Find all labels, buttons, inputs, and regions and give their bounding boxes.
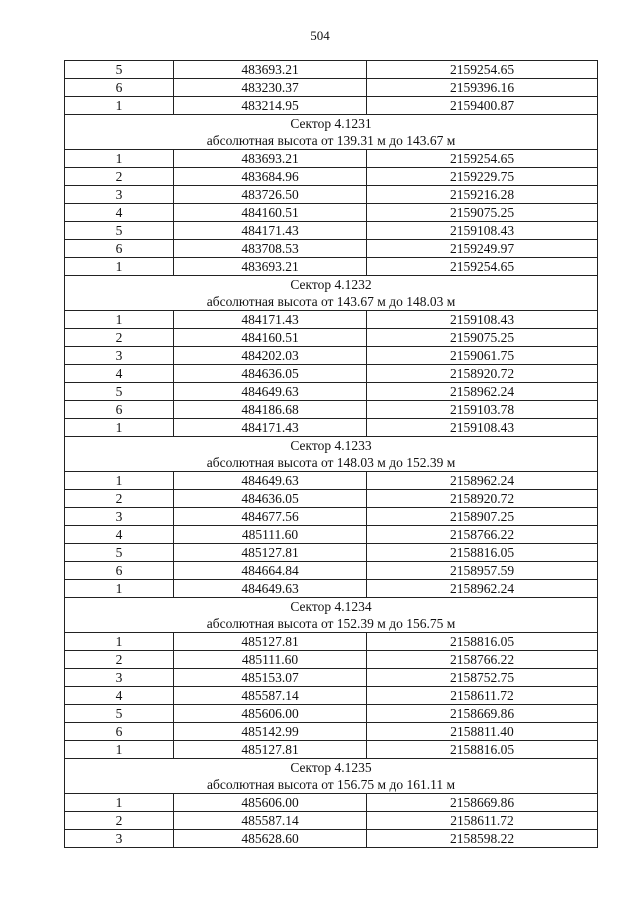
x-coordinate-cell: 484636.05 bbox=[174, 365, 367, 383]
y-coordinate-cell: 2158611.72 bbox=[367, 687, 598, 705]
point-number-cell: 6 bbox=[65, 723, 174, 741]
y-coordinate-cell: 2159108.43 bbox=[367, 419, 598, 437]
y-coordinate-cell: 2159249.97 bbox=[367, 240, 598, 258]
x-coordinate-cell: 483684.96 bbox=[174, 168, 367, 186]
x-coordinate-cell: 484636.05 bbox=[174, 490, 367, 508]
y-coordinate-cell: 2158920.72 bbox=[367, 365, 598, 383]
x-coordinate-cell: 484677.56 bbox=[174, 508, 367, 526]
point-number-cell: 6 bbox=[65, 562, 174, 580]
point-number-cell: 2 bbox=[65, 168, 174, 186]
x-coordinate-cell: 484649.63 bbox=[174, 383, 367, 401]
y-coordinate-cell: 2158957.59 bbox=[367, 562, 598, 580]
y-coordinate-cell: 2159396.16 bbox=[367, 79, 598, 97]
x-coordinate-cell: 483693.21 bbox=[174, 61, 367, 79]
sector-title: Сектор 4.1235 bbox=[290, 760, 372, 775]
sector-altitude-range: абсолютная высота от 143.67 м до 148.03 м bbox=[206, 294, 456, 309]
sector-header-row bbox=[65, 115, 598, 150]
y-coordinate-cell: 2158816.05 bbox=[367, 633, 598, 651]
table-row bbox=[65, 830, 598, 848]
y-coordinate-cell: 2158766.22 bbox=[367, 526, 598, 544]
sector-header-cell bbox=[65, 759, 598, 794]
x-coordinate-cell: 484664.84 bbox=[174, 562, 367, 580]
point-number-cell: 5 bbox=[65, 705, 174, 723]
y-coordinate-cell: 2159254.65 bbox=[367, 258, 598, 276]
point-number-cell: 1 bbox=[65, 633, 174, 651]
y-coordinate-cell: 2158669.86 bbox=[367, 705, 598, 723]
y-coordinate-cell: 2159075.25 bbox=[367, 329, 598, 347]
table-row bbox=[65, 526, 598, 544]
point-number-cell: 3 bbox=[65, 347, 174, 365]
table-row bbox=[65, 329, 598, 347]
x-coordinate-cell: 485628.60 bbox=[174, 830, 367, 848]
table-row bbox=[65, 168, 598, 186]
point-number-cell: 4 bbox=[65, 365, 174, 383]
table-row bbox=[65, 240, 598, 258]
y-coordinate-cell: 2159061.75 bbox=[367, 347, 598, 365]
sector-title: Сектор 4.1233 bbox=[290, 438, 372, 453]
y-coordinate-cell: 2158811.40 bbox=[367, 723, 598, 741]
table-row bbox=[65, 812, 598, 830]
x-coordinate-cell: 483230.37 bbox=[174, 79, 367, 97]
table-row bbox=[65, 347, 598, 365]
sector-altitude-range: абсолютная высота от 152.39 м до 156.75 м bbox=[206, 616, 456, 631]
table-row bbox=[65, 508, 598, 526]
table-row bbox=[65, 383, 598, 401]
x-coordinate-cell: 485606.00 bbox=[174, 794, 367, 812]
y-coordinate-cell: 2159229.75 bbox=[367, 168, 598, 186]
sector-header-cell bbox=[65, 437, 598, 472]
point-number-cell: 1 bbox=[65, 311, 174, 329]
table-row bbox=[65, 204, 598, 222]
y-coordinate-cell: 2159254.65 bbox=[367, 61, 598, 79]
y-coordinate-cell: 2158962.24 bbox=[367, 383, 598, 401]
point-number-cell: 4 bbox=[65, 204, 174, 222]
sector-title: Сектор 4.1234 bbox=[290, 599, 372, 614]
table-row bbox=[65, 61, 598, 79]
point-number-cell: 2 bbox=[65, 329, 174, 347]
sector-altitude-range: абсолютная высота от 139.31 м до 143.67 м bbox=[206, 133, 456, 148]
point-number-cell: 4 bbox=[65, 687, 174, 705]
table-row bbox=[65, 562, 598, 580]
table-body bbox=[65, 61, 598, 848]
table-row bbox=[65, 401, 598, 419]
y-coordinate-cell: 2158816.05 bbox=[367, 741, 598, 759]
x-coordinate-cell: 484186.68 bbox=[174, 401, 367, 419]
x-coordinate-cell: 484160.51 bbox=[174, 329, 367, 347]
point-number-cell: 6 bbox=[65, 401, 174, 419]
table-row bbox=[65, 741, 598, 759]
sector-title: Сектор 4.1231 bbox=[290, 116, 372, 131]
x-coordinate-cell: 484171.43 bbox=[174, 222, 367, 240]
point-number-cell: 6 bbox=[65, 79, 174, 97]
table-row bbox=[65, 580, 598, 598]
table-row bbox=[65, 311, 598, 329]
sector-header-cell bbox=[65, 598, 598, 633]
y-coordinate-cell: 2158962.24 bbox=[367, 472, 598, 490]
y-coordinate-cell: 2159103.78 bbox=[367, 401, 598, 419]
y-coordinate-cell: 2158669.86 bbox=[367, 794, 598, 812]
x-coordinate-cell: 484171.43 bbox=[174, 419, 367, 437]
x-coordinate-cell: 485587.14 bbox=[174, 687, 367, 705]
table-row bbox=[65, 365, 598, 383]
x-coordinate-cell: 485587.14 bbox=[174, 812, 367, 830]
point-number-cell: 6 bbox=[65, 240, 174, 258]
table-row bbox=[65, 472, 598, 490]
x-coordinate-cell: 483693.21 bbox=[174, 150, 367, 168]
point-number-cell: 3 bbox=[65, 830, 174, 848]
sector-header-cell bbox=[65, 276, 598, 311]
y-coordinate-cell: 2158816.05 bbox=[367, 544, 598, 562]
y-coordinate-cell: 2159400.87 bbox=[367, 97, 598, 115]
y-coordinate-cell: 2159254.65 bbox=[367, 150, 598, 168]
y-coordinate-cell: 2158907.25 bbox=[367, 508, 598, 526]
y-coordinate-cell: 2159108.43 bbox=[367, 311, 598, 329]
point-number-cell: 3 bbox=[65, 669, 174, 687]
point-number-cell: 3 bbox=[65, 508, 174, 526]
point-number-cell: 2 bbox=[65, 812, 174, 830]
x-coordinate-cell: 484160.51 bbox=[174, 204, 367, 222]
sector-header-cell bbox=[65, 115, 598, 150]
table-row bbox=[65, 633, 598, 651]
table-row bbox=[65, 150, 598, 168]
point-number-cell: 3 bbox=[65, 186, 174, 204]
point-number-cell: 5 bbox=[65, 222, 174, 240]
x-coordinate-cell: 484649.63 bbox=[174, 472, 367, 490]
x-coordinate-cell: 484202.03 bbox=[174, 347, 367, 365]
x-coordinate-cell: 485142.99 bbox=[174, 723, 367, 741]
y-coordinate-cell: 2158766.22 bbox=[367, 651, 598, 669]
point-number-cell: 5 bbox=[65, 61, 174, 79]
table-row bbox=[65, 669, 598, 687]
x-coordinate-cell: 485111.60 bbox=[174, 526, 367, 544]
y-coordinate-cell: 2158752.75 bbox=[367, 669, 598, 687]
y-coordinate-cell: 2159108.43 bbox=[367, 222, 598, 240]
table-row bbox=[65, 794, 598, 812]
point-number-cell: 1 bbox=[65, 472, 174, 490]
table-row bbox=[65, 258, 598, 276]
point-number-cell: 1 bbox=[65, 580, 174, 598]
sector-header-row bbox=[65, 598, 598, 633]
point-number-cell: 4 bbox=[65, 526, 174, 544]
table-row bbox=[65, 544, 598, 562]
point-number-cell: 1 bbox=[65, 150, 174, 168]
table-row bbox=[65, 419, 598, 437]
table-row bbox=[65, 186, 598, 204]
point-number-cell: 1 bbox=[65, 419, 174, 437]
y-coordinate-cell: 2159075.25 bbox=[367, 204, 598, 222]
table-row bbox=[65, 687, 598, 705]
y-coordinate-cell: 2159216.28 bbox=[367, 186, 598, 204]
y-coordinate-cell: 2158611.72 bbox=[367, 812, 598, 830]
y-coordinate-cell: 2158962.24 bbox=[367, 580, 598, 598]
point-number-cell: 1 bbox=[65, 741, 174, 759]
x-coordinate-cell: 483708.53 bbox=[174, 240, 367, 258]
point-number-cell: 2 bbox=[65, 490, 174, 508]
x-coordinate-cell: 483214.95 bbox=[174, 97, 367, 115]
x-coordinate-cell: 484649.63 bbox=[174, 580, 367, 598]
x-coordinate-cell: 485111.60 bbox=[174, 651, 367, 669]
table-row bbox=[65, 490, 598, 508]
point-number-cell: 1 bbox=[65, 794, 174, 812]
sector-altitude-range: абсолютная высота от 148.03 м до 152.39 м bbox=[206, 455, 456, 470]
point-number-cell: 1 bbox=[65, 258, 174, 276]
sector-header-row bbox=[65, 437, 598, 472]
y-coordinate-cell: 2158598.22 bbox=[367, 830, 598, 848]
x-coordinate-cell: 483726.50 bbox=[174, 186, 367, 204]
x-coordinate-cell: 485127.81 bbox=[174, 741, 367, 759]
coordinates-table bbox=[64, 60, 598, 848]
x-coordinate-cell: 483693.21 bbox=[174, 258, 367, 276]
point-number-cell: 5 bbox=[65, 383, 174, 401]
point-number-cell: 2 bbox=[65, 651, 174, 669]
y-coordinate-cell: 2158920.72 bbox=[367, 490, 598, 508]
table-row bbox=[65, 222, 598, 240]
x-coordinate-cell: 485153.07 bbox=[174, 669, 367, 687]
page-number: 504 bbox=[310, 28, 330, 43]
table-row bbox=[65, 651, 598, 669]
point-number-cell: 1 bbox=[65, 97, 174, 115]
sector-altitude-range: абсолютная высота от 156.75 м до 161.11 м bbox=[206, 777, 455, 792]
table-row bbox=[65, 79, 598, 97]
x-coordinate-cell: 485606.00 bbox=[174, 705, 367, 723]
table-row bbox=[65, 97, 598, 115]
x-coordinate-cell: 485127.81 bbox=[174, 544, 367, 562]
table-row bbox=[65, 723, 598, 741]
sector-title: Сектор 4.1232 bbox=[290, 277, 372, 292]
table-row bbox=[65, 705, 598, 723]
x-coordinate-cell: 485127.81 bbox=[174, 633, 367, 651]
point-number-cell: 5 bbox=[65, 544, 174, 562]
sector-header-row bbox=[65, 759, 598, 794]
x-coordinate-cell: 484171.43 bbox=[174, 311, 367, 329]
sector-header-row bbox=[65, 276, 598, 311]
